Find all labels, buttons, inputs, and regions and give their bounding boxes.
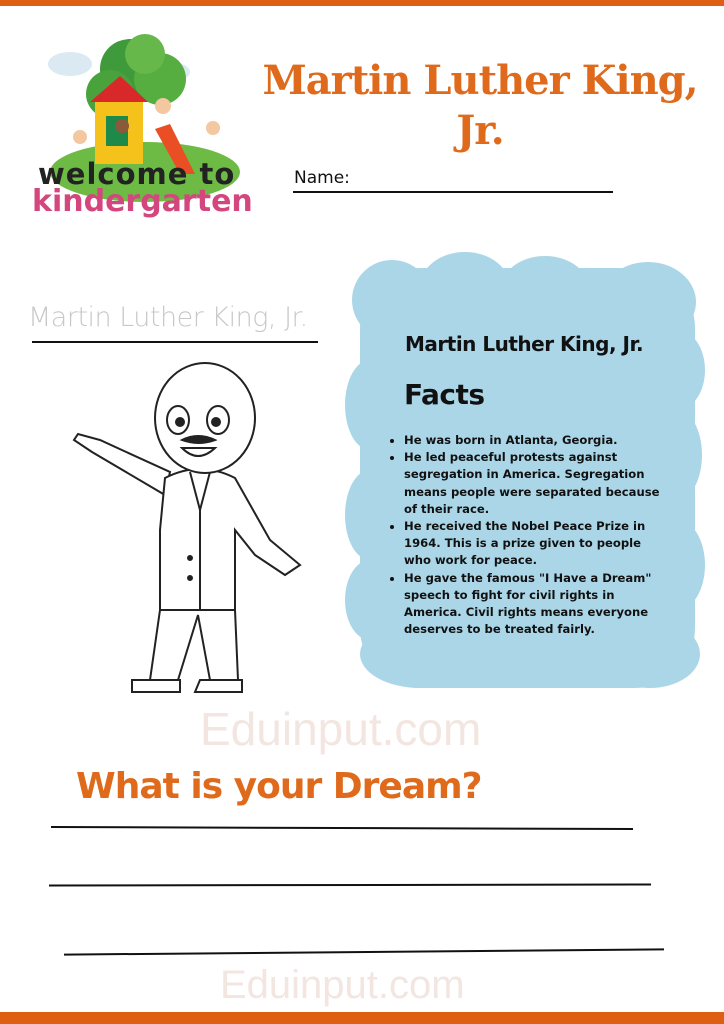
dream-question: What is your Dream?	[76, 766, 482, 807]
answer-line-1[interactable]	[51, 826, 633, 830]
watermark: Eduinput.com	[200, 703, 482, 755]
name-line[interactable]	[293, 191, 613, 193]
name-label: Name:	[294, 168, 350, 188]
facts-list	[388, 432, 666, 638]
fact-item: • He was born in Atlanta, Georgia.	[404, 432, 666, 449]
logo-text-kindergarten: kindergarten	[32, 184, 253, 219]
answer-line-3[interactable]	[64, 948, 664, 955]
tracing-line[interactable]	[32, 341, 318, 343]
page-title: Martin Luther King, Jr.	[262, 57, 698, 154]
facts-subtitle: Martin Luther King, Jr.	[405, 332, 644, 356]
top-border	[0, 0, 724, 6]
facts-heading: Facts	[404, 378, 485, 411]
logo-text-welcome: welcome to	[38, 157, 236, 191]
fact-item: • He gave the famous "I Have a Dream" speech to fight for civil rights in America. Civil rights means everyone deserves to be treated fairly.	[404, 570, 666, 639]
fact-item: • He received the Nobel Peace Prize in 1964. This is a prize given to people who work for peace.	[404, 518, 666, 570]
answer-line-2[interactable]	[49, 883, 651, 886]
fact-item: • He led peaceful protests against segregation in America. Segregation means people were separated because of their race.	[404, 449, 666, 518]
bottom-border	[0, 1012, 724, 1024]
kindergarten-logo	[30, 24, 275, 219]
watermark: Eduinput.com	[220, 963, 465, 1007]
mlk-coloring-figure	[70, 360, 310, 698]
tracing-text: Martin Luther King, Jr.	[28, 302, 308, 333]
